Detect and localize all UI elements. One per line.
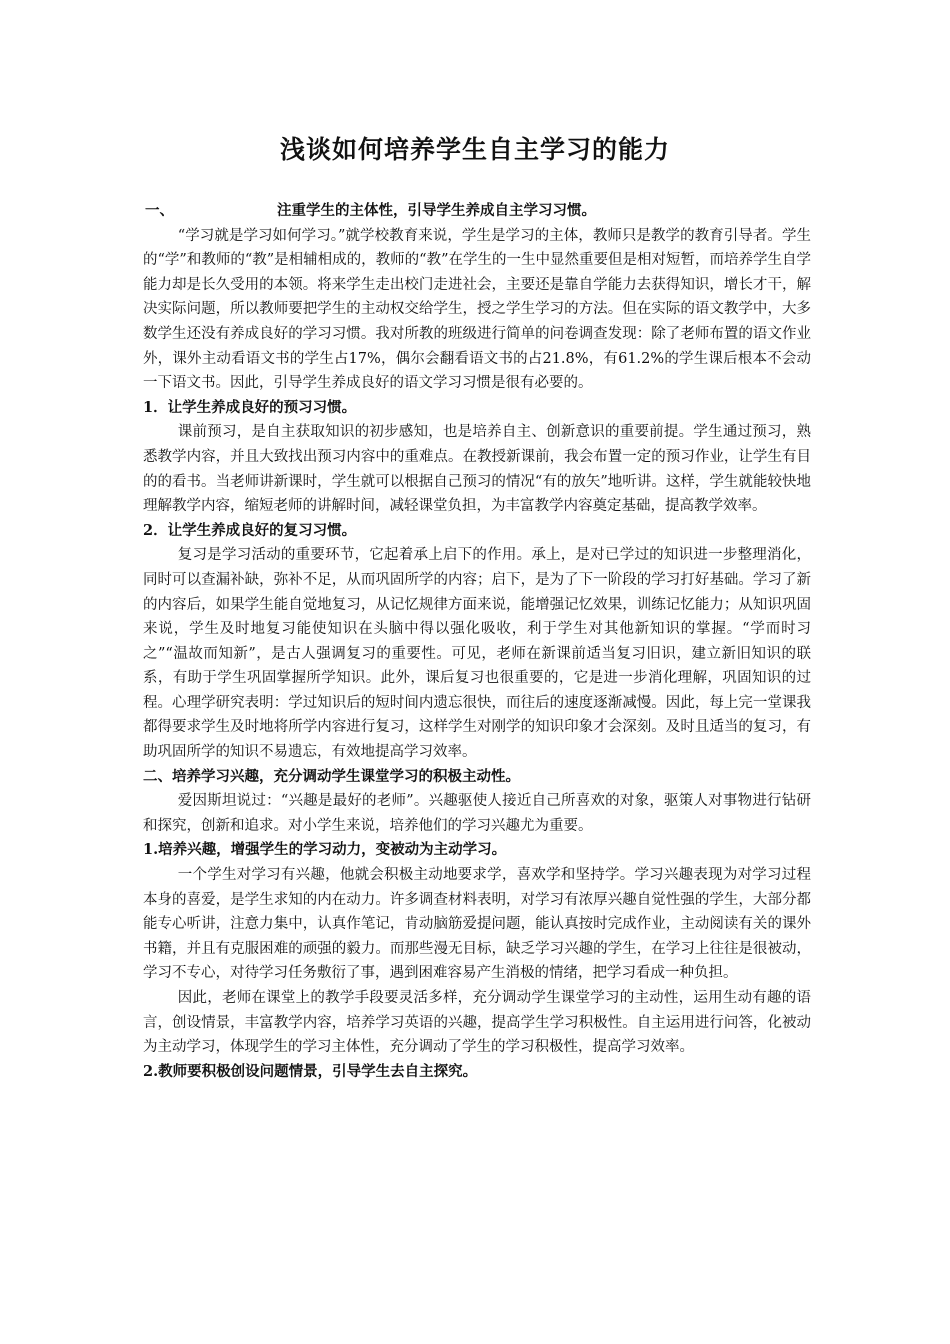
section-1-heading (143, 199, 811, 224)
document-body (143, 199, 811, 1084)
section-1-heading-text: 注重学生的主体性，引导学生养成自主学习习惯。 (277, 202, 596, 219)
section-2-heading: 二、培养学习兴趣，充分调动学生课堂学习的积极主动性。 (143, 767, 520, 785)
section-2-subheading-2: 2.教师要积极创设问题情景，引导学生去自主探究。 (143, 1062, 478, 1080)
section-2-sub-1-paragraph-2: 因此，老师在课堂上的教学手段要灵活多样，充分调动学生课堂学习的主动性，运用生动有趣的语言，创设情景，丰富教学内容，培养学习英语的兴趣，提高学生学习积极性。自主运用进行问答，化被动为主动学习，体现学生的学习主体性，充分调动了学生的学习积极性，提高学习效率。 (143, 990, 811, 1056)
section-1-intro-paragraph: “学习就是学习如何学习。”就学校教育来说，学生是学习的主体，教师只是教学的教育引导者。学生的“学”和教师的“教”是相辅相成的，教师的“教”在学生的一生中显然重要但是相对短暂，而培养学生自学能力却是长久受用的本领。将来学生走出校门走进社会，主要还是靠自学能力去获得知识，增长才干，解决实际问题，所以教师要把学生的主动权交给学生，授之学生学习的方法。但在实际的语文教学中，大多数学生还没有养成良好的学习习惯。我对所教的班级进行简单的问卷调查发现：除了老师布置的语文作业外，课外主动看语文书的学生占17%，偶尔会翻看语文书的占21.8%，有61.2%的学生课后根本不会动一下语文书。因此，引导学生养成良好的语文学习习惯是很有必要的。 (143, 227, 811, 392)
document-title: 浅谈如何培养学生自主学习的能力 (279, 135, 670, 164)
section-2-subheading-1: 1.培养兴趣，增强学生的学习动力，变被动为主动学习。 (143, 841, 507, 859)
section-1-sub-1-paragraph: 课前预习，是自主获取知识的初步感知，也是培养自主、创新意识的重要前提。学生通过预习，熟悉教学内容，并且大致找出预习内容中的重难点。在教授新课前，我会布置一定的预习作业，让学生有目的的看书。当老师讲新课时，学生就可以根据自己预习的情况“有的放矢”地听讲。这样，学生就能较快地理解教学内容，缩短老师的讲解时间，减轻课堂负担，为丰富教学内容奠定基础，提高教学效率。 (143, 424, 811, 515)
section-1-sub-2-paragraph: 复习是学习活动的重要环节，它起着承上启下的作用。承上，是对已学过的知识进一步整理消化，同时可以查漏补缺，弥补不足，从而巩固所学的内容；启下，是为了下一阶段的学习打好基础。学习了新的内容后，如果学生能自觉地复习，从记忆规律方面来说，能增强记忆效果，训练记忆能力；从知识巩固来说，学生及时地复习能使知识在头脑中得以强化吸收，利于学生对其他新知识的掌握。“学而时习之”“温故而知新”，是古人强调复习的重要性。可见，老师在新课前适当复习旧识，建立新旧知识的联系，有助于学生巩固掌握所学知识。此外，课后复习也很重要的，它是进一步消化理解，巩固知识的过程。心理学研究表明：学过知识后的短时间内遗忘很快，而往后的速度逐渐减慢。因此，每上完一堂课我都得要求学生及时地将所学内容进行复习，这样学生对刚学的知识印象才会深刻。及时且适当的复习，有助巩固所学的知识不易遗忘，有效地提高学习效率。 (143, 547, 811, 761)
section-1-subheading-2: 2．让学生养成良好的复习习惯。 (143, 521, 357, 539)
section-2-sub-1-paragraph-1: 一个学生对学习有兴趣，他就会积极主动地要求学，喜欢学和坚持学。学习兴趣表现为对学习过程本身的喜爱，是学生求知的内在动力。许多调查材料表明，对学习有浓厚兴趣自觉性强的学生，大部分都能专心听讲，注意力集中，认真作笔记，肯动脑筋爱提问题，能认真按时完成作业，主动阅读有关的课外书籍，并且有克服困难的顽强的毅力。而那些漫无目标，缺乏学习兴趣的学生，在学习上往往是很被动，学习不专心，对待学习任务敷衍了事，遇到困难容易产生消极的情绪，把学习看成一种负担。 (143, 867, 811, 982)
section-2-intro-paragraph: 爱因斯坦说过：“兴趣是最好的老师”。兴趣驱使人接近自己所喜欢的对象，驱策人对事物进行钻研和探究，创新和追求。对小学生来说，培养他们的学习兴趣尤为重要。 (143, 793, 811, 834)
section-1-subheading-1: 1．让学生养成良好的预习习惯。 (143, 398, 357, 416)
section-1-number: 一、 (145, 202, 174, 219)
